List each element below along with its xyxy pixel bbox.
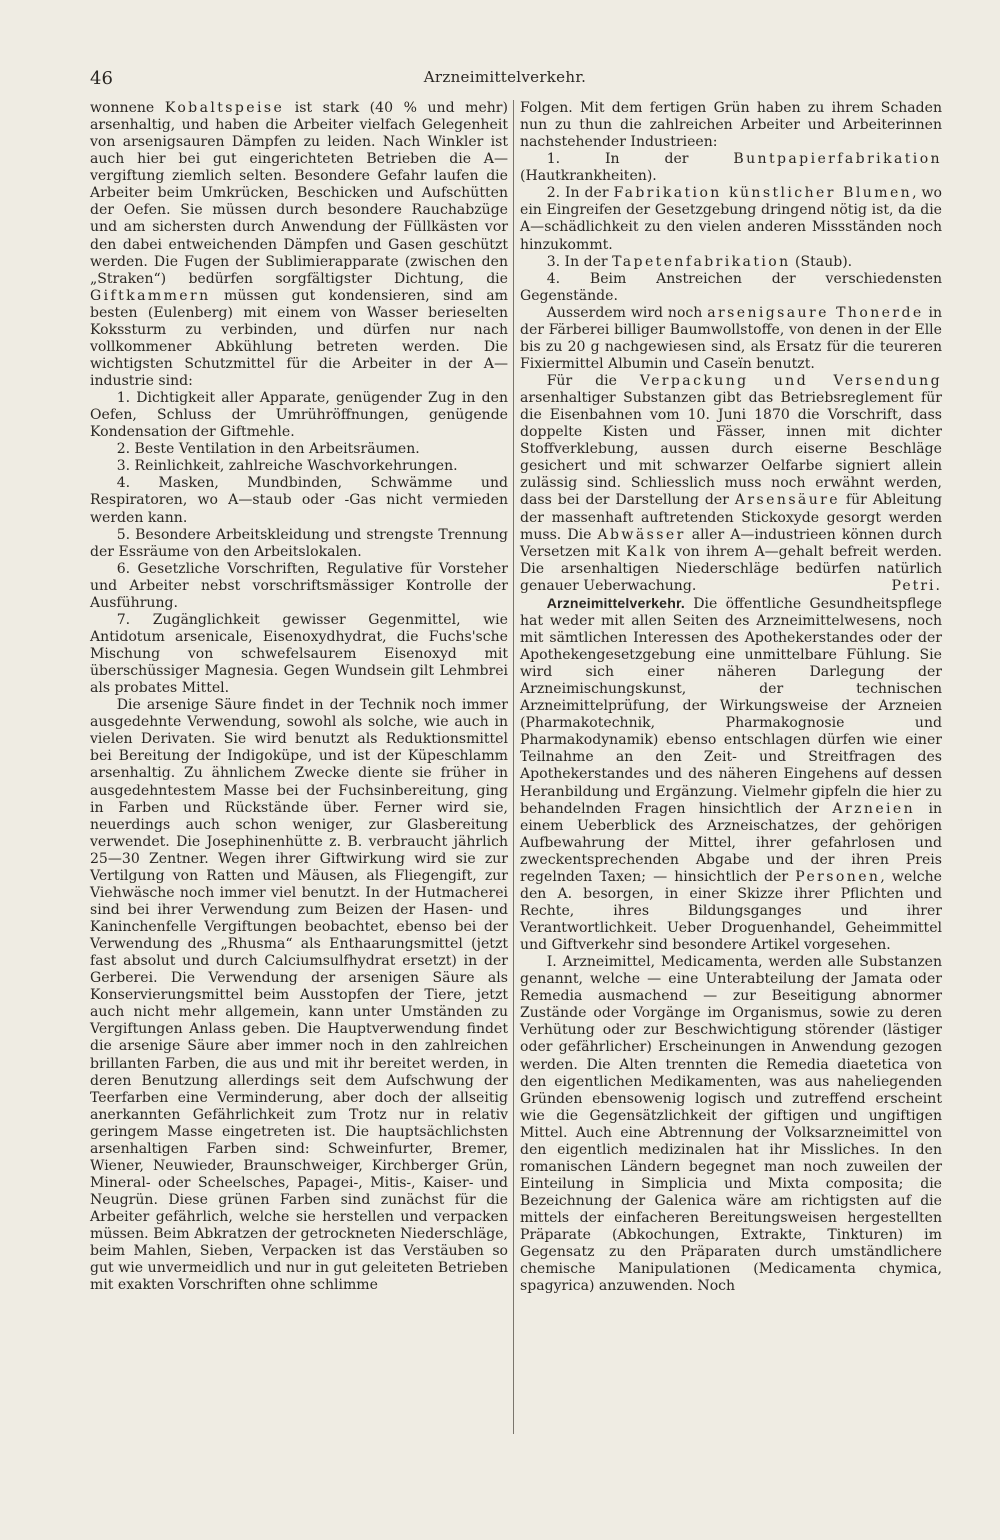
spaced-term: Kobaltspeise (164, 100, 285, 116)
spaced-term: arsenigsaure Thonerde (707, 304, 924, 321)
spaced-term: Abwässer (597, 526, 686, 543)
spaced-term: Buntpapierfabrikation (733, 151, 942, 168)
list-item: 2. In der Fabrikation künstlicher Blumen, wo ein Eingreifen der Gesetzgebung dringend nötig ist, da die A—schädlichkeit zu den vielen anderen Missständen noch hinzukommt. (520, 185, 942, 253)
paragraph: Ausserdem wird noch arsenigsaure Thonerde in der Färberei billiger Baumwollstoffe, von denen in der Elle bis zu 20 g nachgewiesen sind, als Ersatz für die teureren Fixiermittel Albumin und Caseïn benutzt. (520, 304, 942, 372)
paragraph: Die arsenige Säure findet in der Technik noch immer ausgedehnte Verwendung, sowohl als solche, wie auch in vielen Derivaten. Sie wird benutzt als Reduktionsmittel bei Bereitung der Indigoküpe, und ist der Küpeschlamm arsenhaltig. Zu ähnlichem Zwecke diente sie früher in ausgedehntestem Masse bei der Fuchsinbereitung, ging in Farben und Rückstände über. Ferner wird sie, neuerdings auch schon weniger, zur Glasbereitung verwendet. Die Josephinenhütte z. B. verbraucht jährlich 25—30 Zentner. Wegen ihrer Giftwirkung wird sie zur Vertilgung von Ratten und Mäusen, als Fliegengift, zur Viehwäsche noch immer viel benutzt. In der Hutmacherei sind bei ihrer Verwendung zum Beizen der Hasen- und Kaninchenfelle Vergiftungen beobachtet, ebenso bei der Verwendung des „Rhusma“ als Enthaarungsmittel (jetzt fast absolut und durch Calciumsulfhydrat ersetzt) in der Gerberei. Die Verwendung der arsenigen Säure als Konservierungsmittel beim Ausstopfen der Tiere, jetzt auch nicht mehr allgemein, kann unter Umständen zu Vergiftungen Anlass geben. Die Hauptverwendung findet die arsenige Säure aber immer noch in den zahlreichen brillanten Farben, die aus und mit ihr bereitet werden, in deren Benutzung allerdings seit dem Aufschwung der Teerfarben eine Verminderung, aber doch der allseitig anerkannten Gefährlichkeit zum Trotz nur in relativ geringem Masse eingetreten ist. Die hauptsächlichsten arsenhaltigen Farben sind: Schweinfurter, Bremer, Wiener, Neuwieder, Braunschweiger, Kirchberger Grün, Mineral- oder Scheelsches, Papagei-, Mitis-, Kaiser- und Neugrün. Diese grünen Farben sind zunächst für die Arbeiter gefährlich, welche sie herstellen und verpacken müssen. Beim Abkratzen der getrockneten Niederschläge, beim Mahlen, Sieben, Verpacken ist das Verstäuben so gut wie unvermeidlich und nur in gut geleiteten Betrieben mit exakten Vorschriften ohne schlimme (90, 697, 508, 1294)
spaced-term: Personen (795, 868, 881, 885)
list-item: 1. Dichtigkeit aller Apparate, genügender Zug in den Oefen, Schluss der Umrühröffnungen, genügende Kondensation der Giftmehle. (90, 390, 508, 441)
spaced-term: Fabrikation künstlicher Blumen (613, 185, 913, 202)
section-paragraph: Arzneimittelverkehr. Die öffentliche Gesundheitspflege hat weder mit allen Seiten des Arzneimittelwesens, noch mit sämtlichen Interessen des Apothekerstandes oder der Apothekengesetzgebung eine unmittelbare Fühlung. Sie wird sich einer näheren Darlegung der Arzneimischungskunst, der technischen Arzneimittelprüfung, der Wirkungsweise der Arzneien (Pharmakotechnik, Pharmakognosie und Pharmakodynamik) ebenso entschlagen dürfen wie einer Teilnahme an den Zeit- und Streitfragen des Apothekerstandes und des näheren Eingehens auf dessen Heranbildung und Ergänzung. Vielmehr gipfeln die hier zu behandelnden Fragen hinsichtlich der Arzneien in einem Ueberblick des Arzneischatzes, der gehörigen Aufbewahrung der Mittel, ihrer gefahrlosen und zweckentsprechenden Abgabe und der ihren Preis regelnden Taxen; — hinsichtlich der Personen, welche den A. besorgen, in einer Skizze ihrer Pflichten und Rechte, ihres Bildungsganges und ihrer Verantwortlichkeit. Ueber Droguenhandel, Geheimmittel und Giftverkehr sind besondere Artikel vorgesehen. (520, 594, 942, 954)
spaced-term: Giftkammern (90, 287, 211, 304)
list-item: 3. Reinlichkeit, zahlreiche Waschvorkehrungen. (116, 458, 458, 475)
author-signature: Petri. (891, 577, 942, 594)
spaced-term: Kalk (626, 543, 668, 560)
list-item: 2. Beste Ventilation in den Arbeitsräumen. (116, 441, 420, 458)
column-divider (513, 100, 514, 1434)
list-item: 7. Zugänglichkeit gewisser Gegenmittel, wie Antidotum arsenicale, Eisenoxydhydrat, die Fuchs'sche Mischung von schwefelsaurem Eisenoxyd mit überschüssiger Magnesia. Gegen Wundsein gilt Lehmbrei als probates Mittel. (90, 611, 508, 697)
list-item: 1. In der Buntpapierfabrikation (Hautkrankheiten). (520, 151, 942, 185)
running-title: Arzneimittelverkehr. (423, 68, 587, 86)
list-item: 4. Beim Anstreichen der verschiedensten Gegenstände. (520, 270, 942, 304)
right-column (520, 100, 942, 1295)
list-item: 5. Besondere Arbeitskleidung und strengste Trennung der Essräume von den Arbeitslokalen. (90, 526, 508, 560)
paragraph: wonnene Kobaltspeise ist stark (40 % und mehr) arsenhaltig, und haben die Arbeiter vielfach Gelegenheit von arsenigsauren Dämpfen zu leiden. Nach Winkler ist auch hier bei gut eingerichteten Betrieben die A—vergiftung ziemlich selten. Besondere Gefahr laufen die Arbeiter beim Umkrücken, Beschicken und Aufschütten der Oefen. Sie müssen durch besondere Rauchabzüge und am sichersten durch Anwendung der Füllkästen vor den dabei entweichenden Dämpfen und Gasen geschützt werden. Die Fugen der Sublimierapparate (zwischen den „Straken“) bedürfen sorgfältigster Dichtung, die Giftkammern müssen gut kondensieren, sind am besten (Eulenberg) mit einem von Wasser berieselten Kokssturm zu verbinden, und dürfen nur nach vollkommener Abkühlung betreten werden. Die wichtigsten Schutzmittel für die Arbeiter in der A—industrie sind: (90, 100, 508, 389)
spaced-term: Arzneien (832, 800, 916, 817)
list-item: 4. Masken, Mundbinden, Schwämme und Respiratoren, wo A—staub oder -Gas nicht vermieden werden kann. (90, 475, 508, 526)
spaced-term: Verpackung und Versendung (639, 373, 942, 389)
spaced-term: Tapetenfabrikation (612, 253, 791, 270)
left-column (90, 100, 508, 1294)
paragraph: Für die Verpackung und Versendung arsenhaltiger Substanzen gibt das Betriebsreglement für die Eisenbahnen vom 10. Juni 1870 die Vorschrift, dass doppelte Kisten und Fässer, innen mit dichter Stoffverklebung, aussen durch eiserne Beschläge gesichert und mit schwarzer Oelfarbe signiert allein zulässig sind. Schliesslich muss noch erwähnt werden, dass bei der Darstellung der Arsensäure für Ableitung der massenhaft auftretenden Stickoxyde gesorgt werden muss. Die Abwässer aller A—industrieen können durch Versetzen mit Kalk von ihrem A—gehalt befreit werden. Die arsenhaltigen Niederschläge bedürfen natürlich genauer Ueberwachung. Petri. (520, 373, 943, 594)
paragraph: I. Arzneimittel, Medicamenta, werden alle Substanzen genannt, welche — eine Unterabteilung der Jamata oder Remedia ausmachend — zur Beseitigung abnormer Zustände oder Vorgänge im Organismus, sowie zu deren Verhütung oder zur Beschwichtigung störender (lästiger oder gefährlicher) Erscheinungen in Anwendung gezogen werden. Die Alten trennten die Remedia diaetetica von den eigentlichen Medikamenten, was aus naheliegenden Gründen ebensowenig logisch und zutreffend erscheint wie die Gegensätzlichkeit der giftigen und ungiftigen Mittel. Auch eine Abtrennung der Volksarzneimittel von den eigentlich medizinalen hat ihr Missliches. In den romanischen Ländern begegnet man noch zuweilen der Einteilung in Simplicia und Mixta composita; die Bezeichnung der Galenica wäre am richtigsten auf die mittels der einfacheren Bereitungsweisen hergestellten Präparate (Abkochungen, Extrakte, Tinkturen) im Gegensatz zu den Präparaten durch umständlichere chemische Manipulationen (Medicamenta chymica, spagyrica) anzuwenden. Noch (520, 954, 942, 1295)
page-header (90, 68, 920, 90)
section-keyword: Arzneimittelverkehr. (546, 594, 685, 611)
list-item: 3. In der Tapetenfabrikation (Staub). (546, 253, 853, 270)
list-item: 6. Gesetzliche Vorschriften, Regulative für Vorsteher und Arbeiter nebst vorschriftsmässiger Kontrolle der Ausführung. (90, 560, 508, 611)
spaced-term: Arsensäure (734, 492, 840, 509)
page-number: 46 (90, 68, 113, 89)
paragraph: Folgen. Mit dem fertigen Grün haben zu ihrem Schaden nun zu thun die zahlreichen Arbeiter und Arbeiterinnen nachstehender Industrieen: (520, 100, 942, 151)
